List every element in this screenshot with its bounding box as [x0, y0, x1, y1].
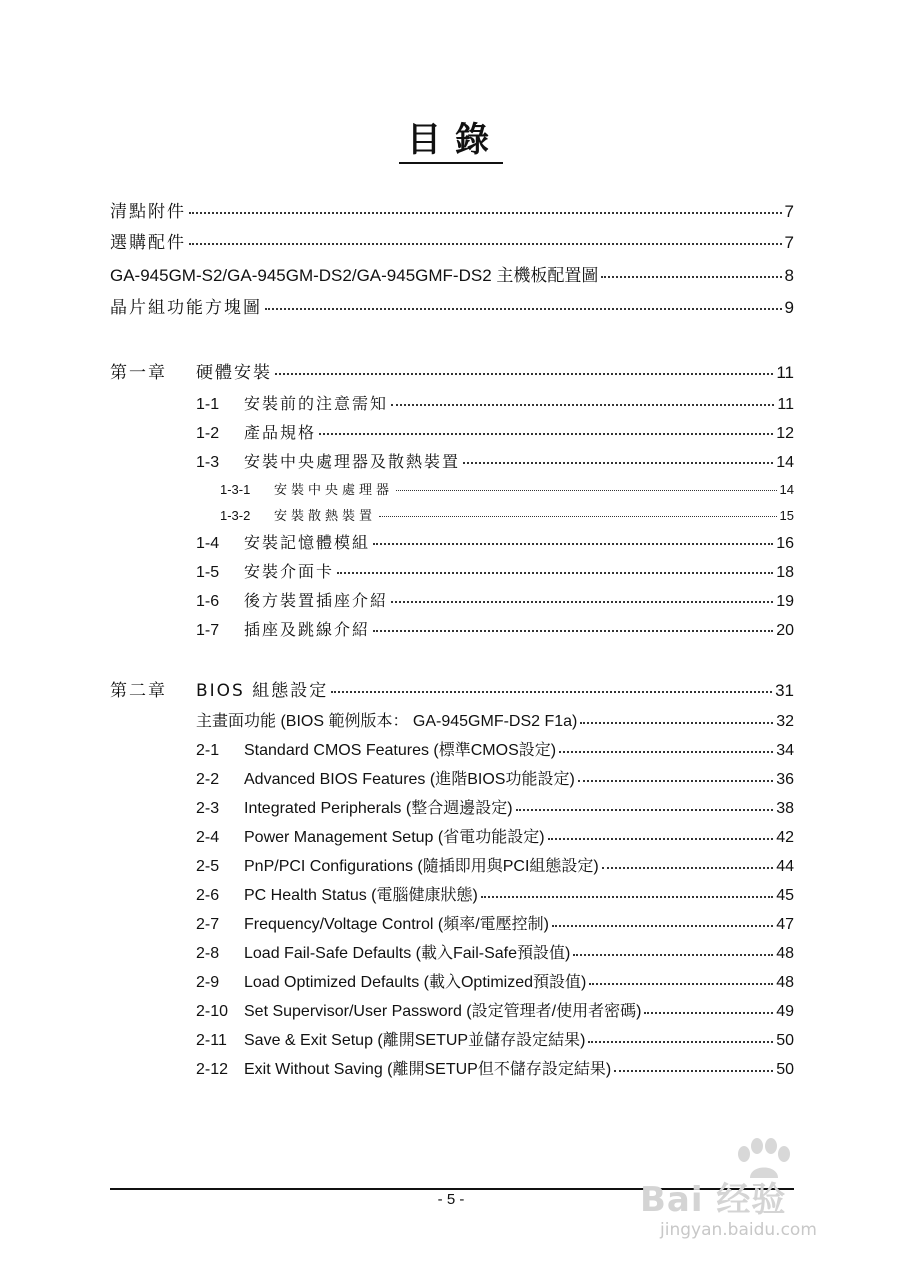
section-number: 2-4 [196, 829, 220, 846]
section-title: Set Supervisor/User Password (設定管理者/使用者密碼) [244, 1003, 642, 1020]
section-page: 48 [776, 974, 794, 991]
watermark [640, 1138, 840, 1248]
toc-entry-label: 選購配件 [110, 233, 186, 253]
section-title: 產品規格 [244, 423, 317, 442]
toc-entry[interactable] [110, 296, 794, 320]
section-title: 主畫面功能 (BIOS 範例版本： GA-945GMF-DS2 F1a) [196, 713, 578, 730]
toc-entry[interactable] [196, 826, 794, 850]
section-number: 2-10 [196, 1003, 229, 1020]
toc-subentry[interactable] [220, 504, 794, 528]
section-number: 1-6 [196, 593, 220, 610]
subsection-number: 1-3-2 [220, 508, 251, 523]
section-title: Integrated Peripherals (整合週邊設定) [244, 800, 513, 817]
dot-leader [331, 690, 772, 693]
section-title: 安裝中央處理器及散熱裝置 [244, 452, 461, 471]
toc-entry-page: 8 [784, 266, 794, 285]
toc-entry[interactable] [196, 739, 794, 763]
toc-entry-page: 9 [784, 298, 794, 317]
toc-entry[interactable] [110, 231, 794, 255]
dot-leader [481, 895, 773, 898]
toc-entry[interactable] [196, 421, 794, 445]
toc-entry[interactable] [196, 710, 794, 734]
section-page: 36 [776, 771, 794, 788]
section-title: Advanced BIOS Features (進階BIOS功能設定) [244, 771, 575, 788]
toc-entry[interactable] [196, 1000, 794, 1024]
section-number: 2-12 [196, 1061, 229, 1078]
dot-leader [580, 721, 773, 724]
chapter-heading[interactable] [110, 361, 794, 385]
chapter-page: 11 [776, 363, 794, 382]
section-page: 19 [776, 593, 794, 610]
toc-entry-label: 晶片組功能方塊圖 [110, 298, 262, 318]
chapter-heading[interactable] [110, 679, 794, 703]
toc-entry[interactable] [196, 913, 794, 937]
toc-entry[interactable] [196, 392, 794, 416]
toc-entry[interactable] [196, 768, 794, 792]
section-page: 32 [776, 713, 794, 730]
section-page: 16 [776, 535, 794, 552]
section-title: PnP/PCI Configurations (隨插即用與PCI組態設定) [244, 858, 599, 875]
section-title: Power Management Setup (省電功能設定) [244, 829, 545, 846]
section-number: 2-6 [196, 887, 220, 904]
chapter-number: 第一章 [110, 363, 167, 383]
section-page: 11 [777, 396, 794, 413]
section-title: PC Health Status (電腦健康狀態) [244, 887, 478, 904]
section-title: Save & Exit Setup (離開SETUP並儲存設定結果) [244, 1032, 586, 1049]
subsection-number: 1-3-1 [220, 482, 251, 497]
toc-subentry[interactable] [220, 478, 794, 502]
dot-leader [373, 629, 773, 632]
dot-leader [602, 866, 773, 869]
section-title: Standard CMOS Features (標準CMOS設定) [244, 742, 557, 759]
toc-entry[interactable] [110, 200, 794, 224]
section-number: 1-1 [196, 396, 220, 413]
subsection-title: 安裝散熱裝置 [274, 509, 377, 524]
subsection-title: 安裝中央處理器 [274, 483, 394, 498]
section-number: 1-7 [196, 622, 220, 639]
section-page: 48 [776, 945, 794, 962]
toc-entry[interactable] [196, 797, 794, 821]
section-number: 2-2 [196, 771, 220, 788]
dot-leader [391, 403, 774, 406]
section-page: 34 [776, 742, 794, 759]
dot-leader [379, 515, 777, 517]
watermark-url: jingyan.baidu.com [660, 1220, 817, 1240]
toc-entry[interactable] [196, 589, 794, 613]
section-number: 1-2 [196, 425, 220, 442]
section-title: Load Optimized Defaults (載入Optimized預設值) [244, 974, 587, 991]
section-number: 2-11 [196, 1032, 227, 1049]
watermark-brand: Bai 经验 [640, 1180, 787, 1220]
dot-leader [319, 432, 773, 435]
toc-entry-page: 7 [784, 202, 794, 221]
subsection-page: 15 [779, 508, 794, 523]
section-page: 18 [776, 564, 794, 581]
section-number: 2-5 [196, 858, 220, 875]
section-page: 45 [776, 887, 794, 904]
section-title: 插座及跳線介紹 [244, 620, 371, 639]
dot-leader [573, 953, 773, 956]
toc-entry-label: GA-945GM-S2/GA-945GM-DS2/GA-945GMF-DS2 主機板配置圖 [110, 266, 599, 285]
section-number: 2-1 [196, 742, 220, 759]
dot-leader [601, 275, 781, 278]
section-page: 44 [776, 858, 794, 875]
toc-entry[interactable] [196, 618, 794, 642]
toc-entry-label: 清點附件 [110, 202, 186, 222]
dot-leader [644, 1011, 773, 1014]
dot-leader [588, 1040, 773, 1043]
section-title: 後方裝置插座介紹 [244, 591, 389, 610]
section-number: 2-7 [196, 916, 220, 933]
dot-leader [391, 600, 773, 603]
section-title: 安裝記憶體模組 [244, 533, 371, 552]
dot-leader [552, 924, 773, 927]
page-title: 目錄 [0, 112, 902, 161]
dot-leader [559, 750, 773, 753]
section-number: 1-4 [196, 535, 220, 552]
toc-entry[interactable] [196, 531, 794, 555]
section-title: 安裝前的注意需知 [244, 394, 389, 413]
section-page: 47 [776, 916, 794, 933]
dot-leader [337, 571, 773, 574]
dot-leader [516, 808, 774, 811]
chapter-number: 第二章 [110, 681, 167, 701]
toc-entry[interactable] [196, 450, 794, 474]
section-title: 安裝介面卡 [244, 562, 335, 581]
chapter-title: 硬體安裝 [196, 363, 272, 383]
section-page: 49 [776, 1003, 794, 1020]
section-page: 14 [776, 454, 794, 471]
dot-leader [265, 307, 782, 310]
dot-leader [589, 982, 773, 985]
section-number: 1-3 [196, 454, 220, 471]
dot-leader [396, 489, 777, 491]
dot-leader [189, 242, 782, 245]
section-title: Frequency/Voltage Control (頻率/電壓控制) [244, 916, 549, 933]
dot-leader [189, 211, 782, 214]
section-page: 12 [776, 425, 794, 442]
section-title: Load Fail-Safe Defaults (載入Fail-Safe預設值) [244, 945, 571, 962]
dot-leader [614, 1069, 773, 1072]
section-number: 2-8 [196, 945, 220, 962]
toc-entry[interactable] [196, 1058, 794, 1082]
section-number: 2-9 [196, 974, 220, 991]
subsection-page: 14 [779, 482, 794, 497]
toc-entry[interactable] [196, 855, 794, 879]
section-number: 1-5 [196, 564, 220, 581]
section-title: Exit Without Saving (離開SETUP但不儲存設定結果) [244, 1061, 612, 1078]
toc-entry-page: 7 [784, 233, 794, 252]
toc-entry[interactable] [110, 264, 794, 288]
dot-leader [548, 837, 774, 840]
dot-leader [373, 542, 773, 545]
section-page: 50 [776, 1032, 794, 1049]
page-number: - 5 - [437, 1191, 465, 1208]
section-page: 42 [776, 829, 794, 846]
dot-leader [463, 461, 773, 464]
toc-entry[interactable] [196, 884, 794, 908]
dot-leader [578, 779, 773, 782]
toc-entry[interactable] [196, 1029, 794, 1053]
toc-entry[interactable] [196, 942, 794, 966]
section-number: 2-3 [196, 800, 220, 817]
toc-entry[interactable] [196, 560, 794, 584]
toc-entry[interactable] [196, 971, 794, 995]
section-page: 50 [776, 1061, 794, 1078]
chapter-page: 31 [775, 681, 794, 700]
section-page: 20 [776, 622, 794, 639]
section-page: 38 [776, 800, 794, 817]
dot-leader [275, 372, 773, 375]
chapter-title: BIOS 組態設定 [196, 681, 329, 701]
